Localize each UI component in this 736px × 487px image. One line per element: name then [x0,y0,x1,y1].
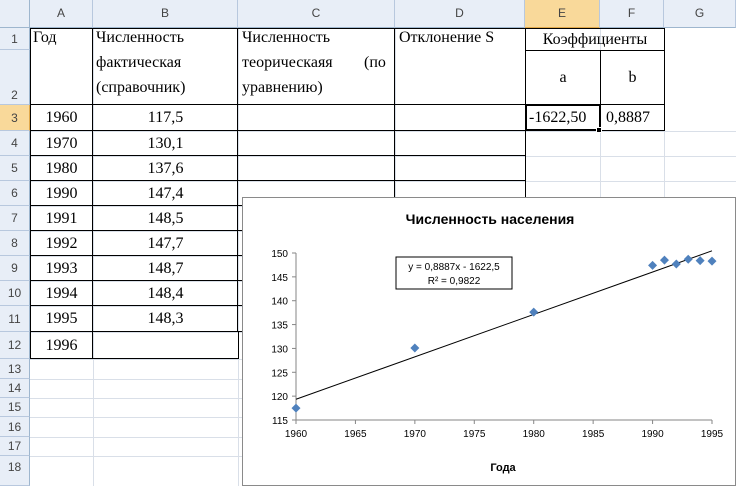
data-point[interactable] [648,261,657,270]
y-tick-label: 115 [272,416,288,427]
column-header-c[interactable]: C [238,0,395,28]
data-point[interactable] [410,343,419,352]
trendline-equation-box[interactable] [396,257,512,289]
row-header-8[interactable]: 8 [0,231,30,256]
fill-handle[interactable] [596,127,602,133]
x-tick-label: 1960 [284,429,308,440]
coef-b-label: b [628,69,637,86]
data-point[interactable] [708,257,717,266]
chart-x-axis-label: Года [490,462,516,474]
year-1980: 1980 [45,160,78,177]
select-all-corner[interactable] [0,0,30,28]
row-header-5[interactable]: 5 [0,156,30,181]
y-tick-label: 125 [271,368,288,380]
coef-b-value: 0,8887 [606,109,650,126]
value-1990: 147,4 [147,185,184,202]
y-tick-label: 130 [271,344,288,356]
coef-a-value: -1622,50 [529,109,587,126]
chart-canvas [243,198,736,487]
row-header-1[interactable]: 1 [0,28,30,50]
year-1995: 1995 [45,310,78,327]
y-tick-label: 140 [271,296,288,308]
row-header-4[interactable]: 4 [0,131,30,156]
header-actual-line3: (справочник) [96,79,186,96]
coefficients-label: Коэффициенты [542,31,648,48]
year-1991: 1991 [45,210,78,227]
row-header-7[interactable]: 7 [0,206,30,231]
chart-title: Численность населения [405,211,575,227]
data-point[interactable] [292,404,301,413]
value-1980: 137,6 [147,160,184,177]
row-header-2[interactable]: 2 [0,50,30,105]
column-header-g[interactable]: G [664,0,736,28]
row-header-9[interactable]: 9 [0,256,30,281]
data-point[interactable] [660,256,669,265]
y-tick-label: 145 [271,272,288,284]
header-actual-line2: фактическая [96,54,182,71]
x-tick-label: 1975 [463,429,486,440]
row-header-10[interactable]: 10 [0,281,30,306]
row-header-6[interactable]: 6 [0,181,30,206]
row-header-13[interactable]: 13 [0,359,30,379]
row-header-3[interactable]: 3 [0,105,30,131]
value-1991: 148,5 [147,210,184,227]
x-tick-label: 1980 [522,429,545,440]
year-1992: 1992 [45,235,78,252]
x-tick-label: 1990 [641,429,664,440]
y-tick-label: 120 [271,392,288,404]
row-header-17[interactable]: 17 [0,437,30,456]
header-theoretical-line2a: теорическаяя [242,54,333,71]
value-1960: 117,5 [147,109,184,126]
x-tick-label: 1970 [403,429,426,440]
header-theoretical-line1: Численность [242,29,331,46]
data-point[interactable] [696,256,705,265]
x-tick-label: 1965 [344,429,367,440]
trendline-equation: y = 0,8887x - 1622,5 [408,262,500,273]
row-header-18[interactable]: 18 [0,456,30,486]
data-point[interactable] [684,255,693,264]
value-1992: 147,7 [147,235,184,252]
value-1994: 148,4 [147,285,184,302]
year-1970: 1970 [45,135,78,152]
header-theoretical-line3: уравнению) [242,79,323,96]
row-header-12[interactable]: 12 [0,332,30,359]
trendline-r2: R² = 0,9822 [427,276,481,287]
population-chart[interactable] [242,197,736,486]
column-header-e[interactable]: E [525,0,600,28]
y-tick-label: 150 [271,249,288,260]
value-1995: 148,3 [147,310,184,327]
value-1993: 148,7 [147,260,184,277]
column-header-d[interactable]: D [395,0,525,28]
year-1993: 1993 [45,260,78,277]
row-header-15[interactable]: 15 [0,398,30,417]
header-theoretical-line2b: (по [364,54,386,71]
data-point[interactable] [672,259,681,268]
value-1970: 130,1 [147,135,184,152]
header-year: Год [33,29,57,46]
year-1996: 1996 [45,337,78,354]
year-1994: 1994 [45,285,78,302]
header-actual-line1: Численность [96,29,185,46]
coef-a-label: a [559,69,567,86]
x-tick-label: 1985 [582,429,605,440]
y-tick-label: 135 [271,320,288,332]
row-header-11[interactable]: 11 [0,306,30,332]
column-header-f[interactable]: F [600,0,664,28]
year-1960: 1960 [45,109,78,126]
year-1990: 1990 [45,185,78,202]
header-deviation: Отклонение S [399,29,495,46]
row-header-14[interactable]: 14 [0,379,30,398]
row-header-16[interactable]: 16 [0,417,30,437]
x-tick-label: 1995 [700,429,724,440]
column-header-b[interactable]: B [93,0,238,28]
column-header-a[interactable]: A [30,0,93,28]
